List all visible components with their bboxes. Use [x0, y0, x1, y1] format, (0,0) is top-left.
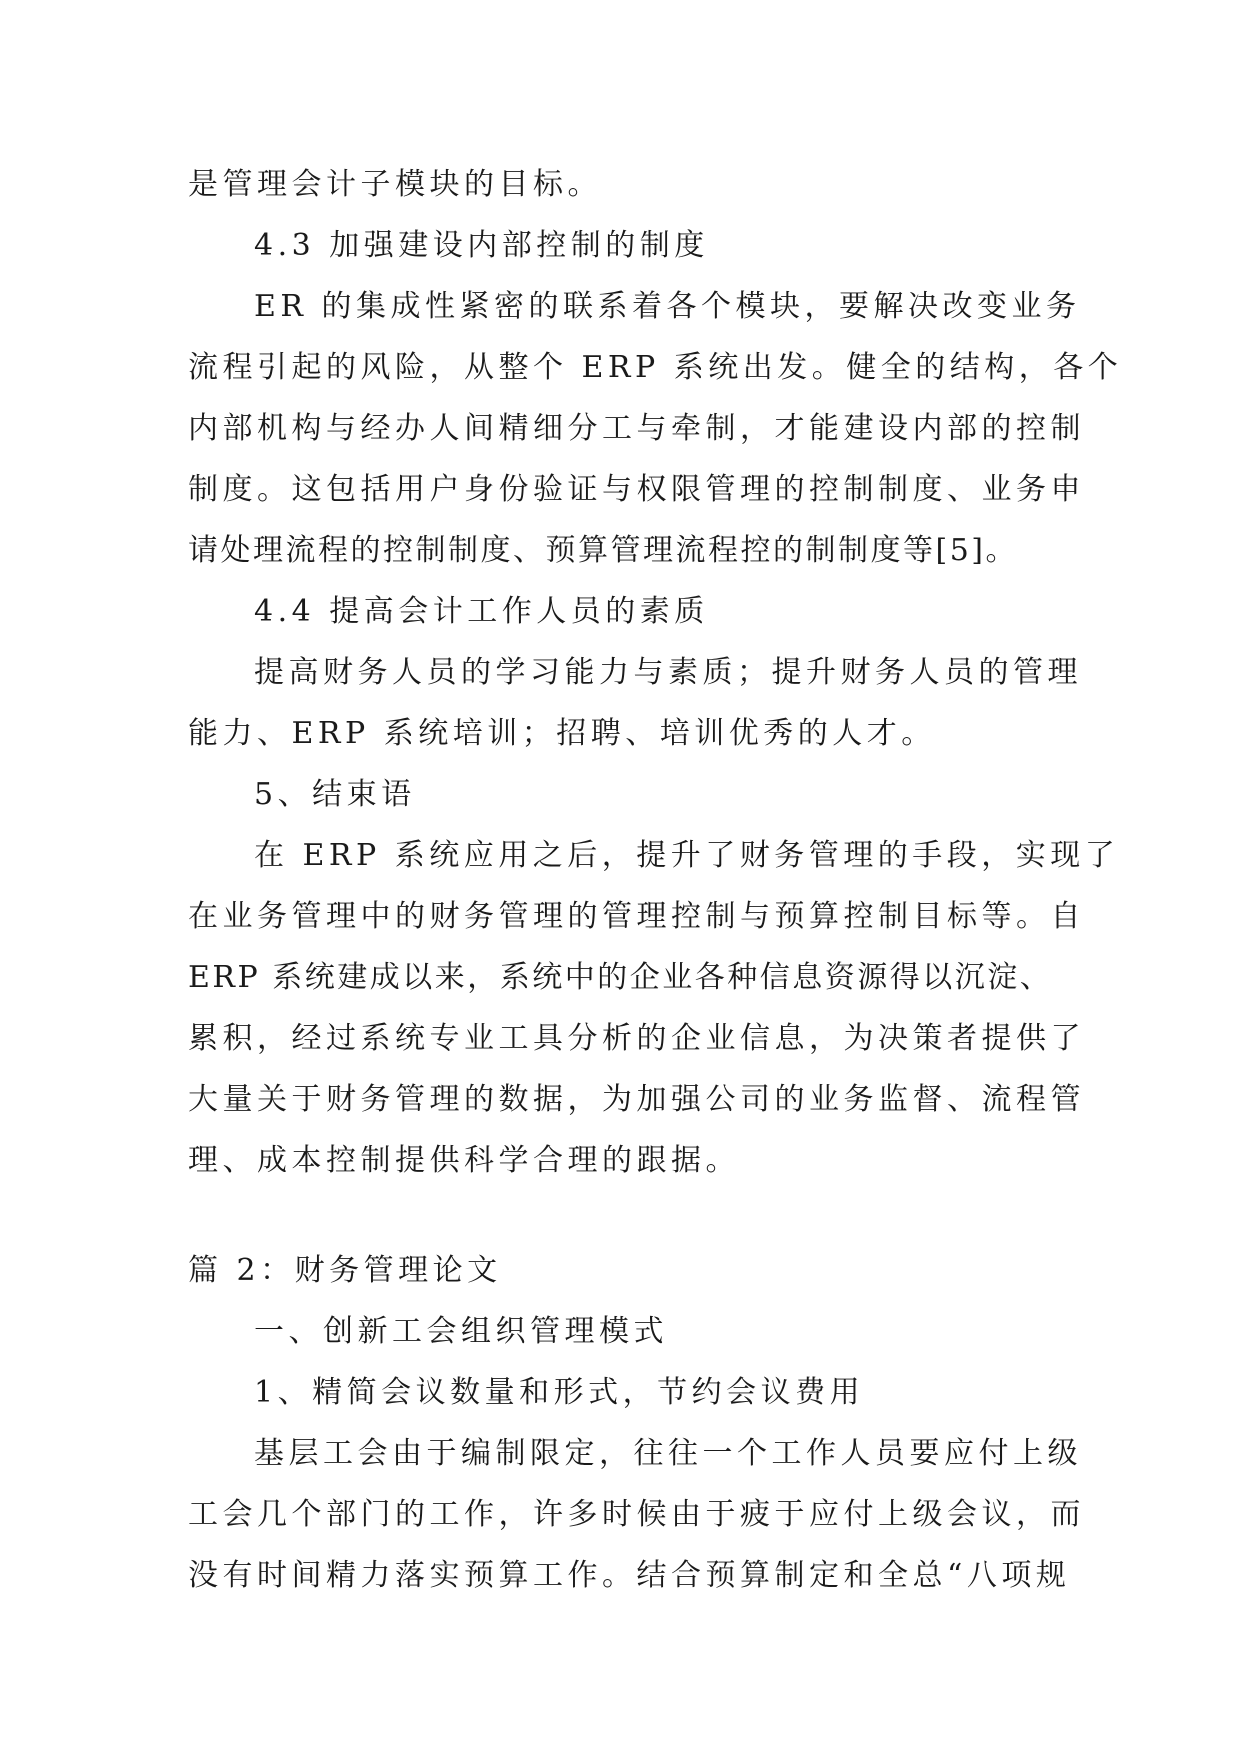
paragraph-line: ER 的集成性紧密的联系着各个模块，要解决改变业务 — [254, 289, 1081, 324]
paragraph-line: 在 ERP 系统应用之后，提升了财务管理的手段，实现了 — [254, 838, 1120, 873]
paragraph-line: 工会几个部门的工作，许多时候由于疲于应付上级会议，而 — [188, 1497, 1085, 1532]
subsection-heading-1: 1、精简会议数量和形式，节约会议费用 — [254, 1375, 865, 1410]
paragraph-line: 内部机构与经办人间精细分工与牵制，才能建设内部的控制 — [188, 411, 1085, 446]
paragraph-line: 制度。这包括用户身份验证与权限管理的控制制度、业务申 — [188, 472, 1085, 507]
paragraph-line: 基层工会由于编制限定，往往一个工作人员要应付上级 — [254, 1436, 1082, 1471]
article-title: 篇 2：财务管理论文 — [188, 1253, 502, 1288]
section-heading-5: 5、结束语 — [254, 777, 416, 812]
paragraph-line: 提高财务人员的学习能力与素质；提升财务人员的管理 — [254, 655, 1082, 690]
paragraph-line: 能力、ERP 系统培训；招聘、培训优秀的人才。 — [188, 716, 936, 751]
paragraph-line: 大量关于财务管理的数据，为加强公司的业务监督、流程管 — [188, 1082, 1085, 1117]
section-heading-4-3: 4.3 加强建设内部控制的制度 — [254, 228, 709, 263]
paragraph-line: 在业务管理中的财务管理的管理控制与预算控制目标等。自 — [188, 899, 1085, 934]
section-heading-1: 一、创新工会组织管理模式 — [254, 1314, 668, 1349]
paragraph-line: ERP 系统建成以来，系统中的企业各种信息资源得以沉淀、 — [188, 960, 1053, 995]
section-heading-4-4: 4.4 提高会计工作人员的素质 — [254, 594, 709, 629]
paragraph-line: 请处理流程的控制制度、预算管理流程控的制制度等[5]。 — [188, 533, 1018, 568]
paragraph-line: 理、成本控制提供科学合理的跟据。 — [188, 1143, 740, 1178]
paragraph-line: 是管理会计子模块的目标。 — [188, 167, 602, 202]
paragraph-line: 没有时间精力落实预算工作。结合预算制定和全总“八项规 — [188, 1558, 1071, 1593]
paragraph-line: 流程引起的风险，从整个 ERP 系统出发。健全的结构，各个 — [188, 350, 1123, 385]
paragraph-line: 累积，经过系统专业工具分析的企业信息，为决策者提供了 — [188, 1021, 1085, 1056]
